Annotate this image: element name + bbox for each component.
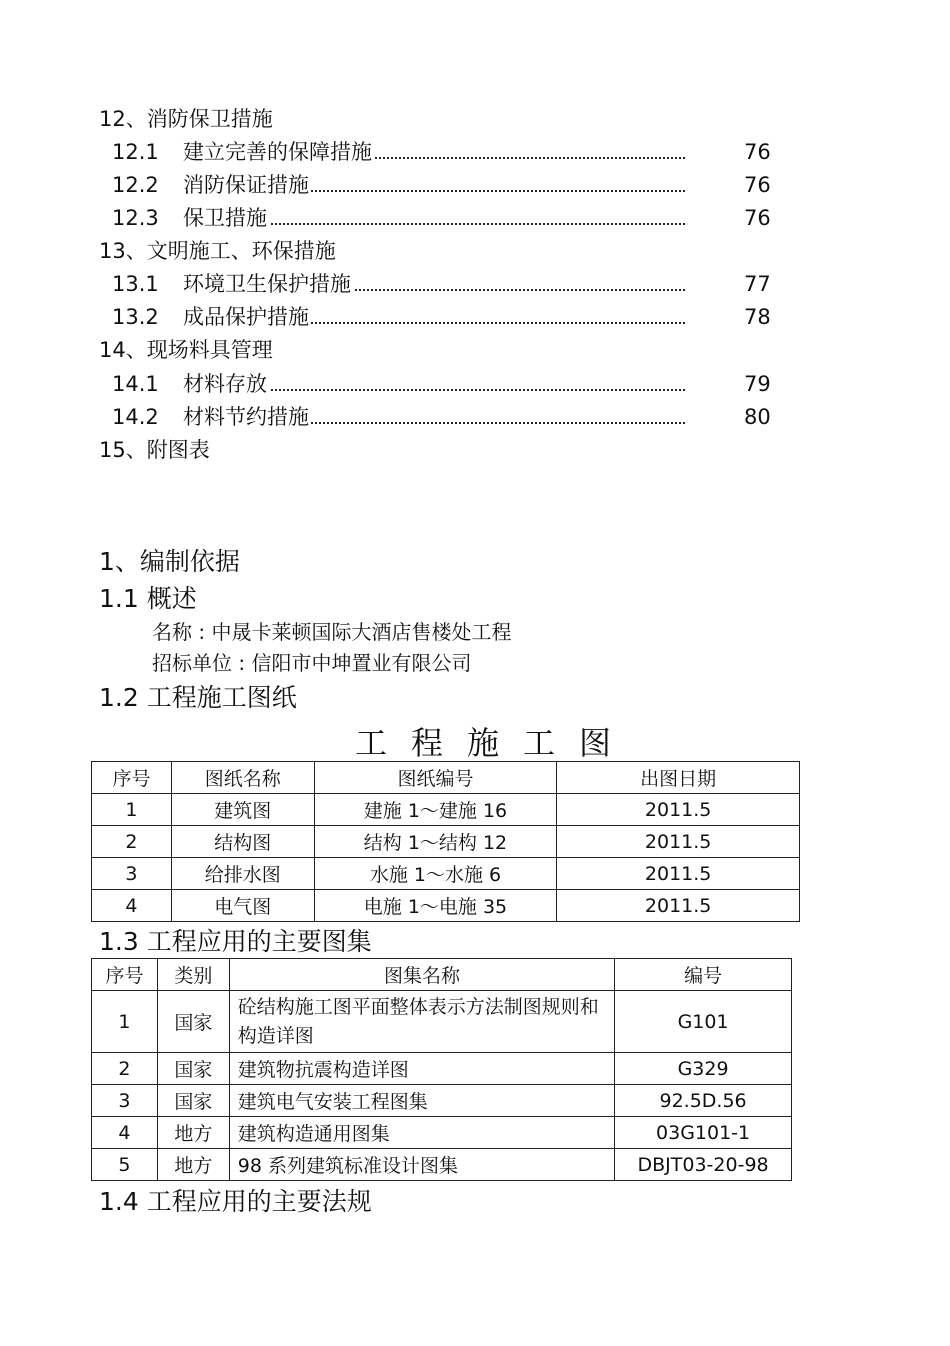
table-cell: 国家 xyxy=(157,991,229,1053)
table-cell: 给排水图 xyxy=(171,858,314,890)
table-row xyxy=(92,1149,792,1181)
toc-section-title: 15、附图表 xyxy=(99,438,210,462)
toc-entry-title: 保卫措施 xyxy=(183,203,269,233)
table-cell: 3 xyxy=(92,858,172,890)
table-cell: 砼结构施工图平面整体表示方法制图规则和构造详图 xyxy=(229,991,614,1053)
table-cell: 2 xyxy=(92,826,172,858)
table-row xyxy=(92,991,792,1053)
table-cell: 5 xyxy=(92,1149,158,1181)
toc-entry-number: 14.1 xyxy=(112,372,159,396)
table-cell: 建筑物抗震构造详图 xyxy=(229,1053,614,1085)
toc-entry-page: 79 xyxy=(744,372,771,396)
project-name-line: 名称 : 中晟卡莱顿国际大酒店售楼处工程 xyxy=(152,620,512,644)
bidder-line: 招标单位 : 信阳市中坤置业有限公司 xyxy=(152,651,472,675)
table-cell: 4 xyxy=(92,890,172,922)
table-cell: 地方 xyxy=(157,1149,229,1181)
table-cell: G329 xyxy=(615,1053,792,1085)
table-cell: 电气图 xyxy=(171,890,314,922)
table-row xyxy=(92,890,800,922)
table-cell: 国家 xyxy=(157,1085,229,1117)
header-cell: 图集名称 xyxy=(229,959,614,991)
heading-1-4: 1.4 工程应用的主要法规 xyxy=(99,1187,372,1216)
toc-entry-number: 13.1 xyxy=(112,272,159,296)
toc-section-title: 12、消防保卫措施 xyxy=(99,107,273,131)
heading-1: 1、编制依据 xyxy=(99,547,240,576)
table-cell: 建施 1～建施 16 xyxy=(314,794,557,826)
table-row xyxy=(92,794,800,826)
table-cell: 98 系列建筑标准设计图集 xyxy=(229,1149,614,1181)
toc-entry-title: 成品保护措施 xyxy=(183,302,311,332)
toc-entry-number: 13.2 xyxy=(112,305,159,329)
table-cell: 建筑构造通用图集 xyxy=(229,1117,614,1149)
table-cell: 建筑电气安装工程图集 xyxy=(229,1085,614,1117)
header-cell: 序号 xyxy=(92,762,172,794)
toc-entry-page: 76 xyxy=(744,206,771,230)
table-cell: 2011.5 xyxy=(557,890,800,922)
table-cell: 结构图 xyxy=(171,826,314,858)
toc-entry-page: 80 xyxy=(744,405,771,429)
table-cell: 电施 1～电施 35 xyxy=(314,890,557,922)
toc-section-title: 13、文明施工、环保措施 xyxy=(99,239,336,263)
table-row xyxy=(92,1117,792,1149)
toc-entry-number: 12.2 xyxy=(112,173,159,197)
table-header-row xyxy=(92,959,792,991)
table-cell: 结构 1～结构 12 xyxy=(314,826,557,858)
table-cell: DBJT03-20-98 xyxy=(615,1149,792,1181)
header-cell: 图纸名称 xyxy=(171,762,314,794)
header-cell: 序号 xyxy=(92,959,158,991)
toc-entry-number: 12.3 xyxy=(112,206,159,230)
toc-section-title: 14、现场料具管理 xyxy=(99,338,273,362)
table-cell: 2011.5 xyxy=(557,794,800,826)
toc-entry-title: 材料存放 xyxy=(183,369,269,399)
table-cell: 地方 xyxy=(157,1117,229,1149)
table-header-row xyxy=(92,762,800,794)
table-cell: 1 xyxy=(92,794,172,826)
header-cell: 图纸编号 xyxy=(314,762,557,794)
table-cell: 2 xyxy=(92,1053,158,1085)
table-row xyxy=(92,1085,792,1117)
toc-entry-title: 建立完善的保障措施 xyxy=(183,137,374,167)
heading-1-3: 1.3 工程应用的主要图集 xyxy=(99,927,372,956)
header-cell: 类别 xyxy=(157,959,229,991)
toc-entry-title: 环境卫生保护措施 xyxy=(183,269,353,299)
toc-entry-number: 12.1 xyxy=(112,140,159,164)
table-cell: G101 xyxy=(615,991,792,1053)
toc-entry-title: 材料节约措施 xyxy=(183,402,311,432)
table-row xyxy=(92,826,800,858)
table-cell: 1 xyxy=(92,991,158,1053)
toc-entry-title: 消防保证措施 xyxy=(183,170,311,200)
table-cell: 2011.5 xyxy=(557,826,800,858)
toc-entry-number: 14.2 xyxy=(112,405,159,429)
table-cell: 国家 xyxy=(157,1053,229,1085)
drawings-table xyxy=(91,761,800,922)
toc-entry-page: 77 xyxy=(744,272,771,296)
table-row xyxy=(92,858,800,890)
table-cell: 2011.5 xyxy=(557,858,800,890)
toc-entry-page: 76 xyxy=(744,140,771,164)
table-cell: 03G101-1 xyxy=(615,1117,792,1149)
heading-1-2: 1.2 工程施工图纸 xyxy=(99,683,297,712)
drawings-title: 工程施工图 xyxy=(355,724,636,762)
table-cell: 3 xyxy=(92,1085,158,1117)
table-cell: 92.5D.56 xyxy=(615,1085,792,1117)
toc-entry-page: 76 xyxy=(744,173,771,197)
table-row xyxy=(92,1053,792,1085)
atlas-table xyxy=(91,958,792,1181)
table-cell: 水施 1～水施 6 xyxy=(314,858,557,890)
table-cell: 建筑图 xyxy=(171,794,314,826)
header-cell: 编号 xyxy=(615,959,792,991)
toc-entry-page: 78 xyxy=(744,305,771,329)
header-cell: 出图日期 xyxy=(557,762,800,794)
heading-1-1: 1.1 概述 xyxy=(99,584,197,613)
table-cell: 4 xyxy=(92,1117,158,1149)
